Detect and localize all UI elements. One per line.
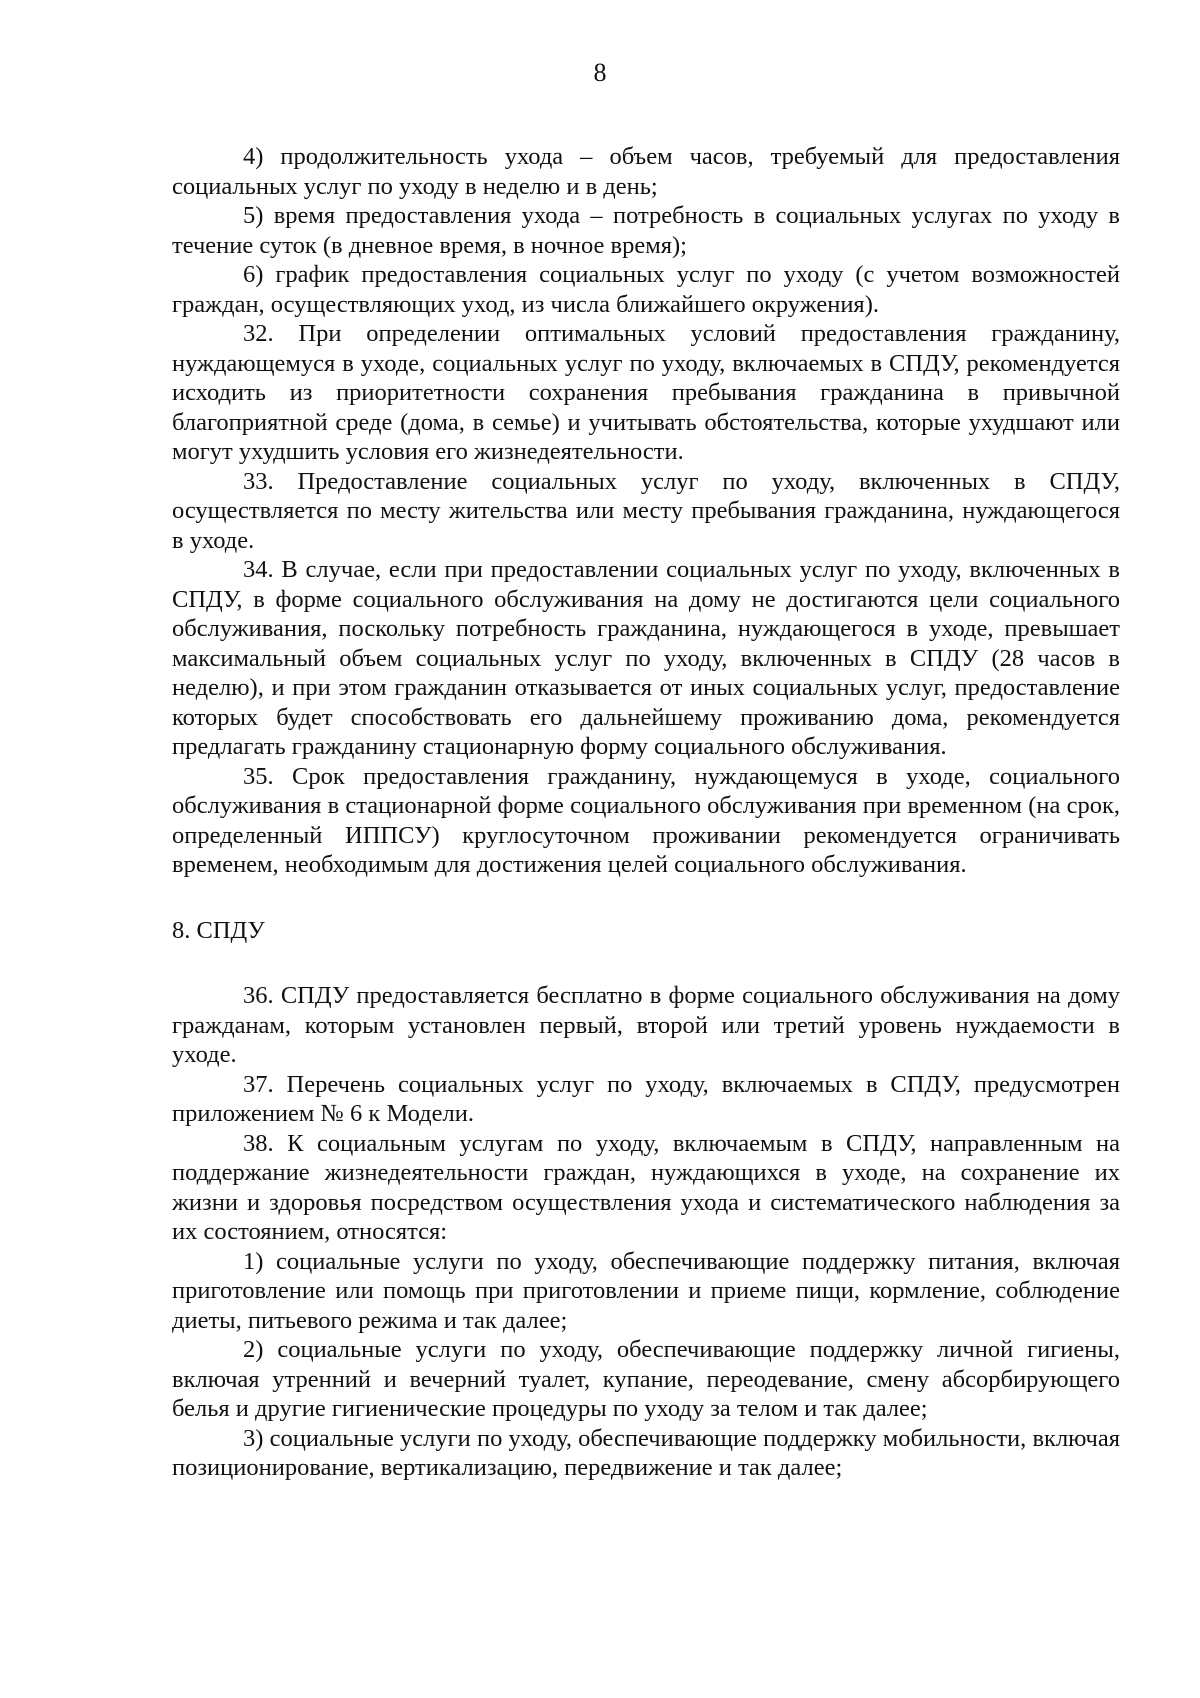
list-item-hygiene: 2) социальные услуги по уходу, обеспечивающие поддержку личной гигиены, включая утренний и вечерний туалет, купание, переодевание, смену абсорбирующего белья и другие гигиенические процедуры по уходу за телом и так далее; xyxy=(172,1336,1120,1422)
clause-36: 36. СПДУ предоставляется бесплатно в форме социального обслуживания на дому гражданам, которым установлен первый, второй или третий уровень нуждаемости в уходе. xyxy=(172,982,1120,1068)
list-item-schedule: 6) график предоставления социальных услуг по уходу (с учетом возможностей граждан, осуществляющих уход, из числа ближайшего окружения). xyxy=(172,261,1120,318)
section-heading: 8. СПДУ xyxy=(172,916,265,944)
list-item-duration: 4) продолжительность ухода – объем часов, требуемый для предоставления социальных услуг по уходу в неделю и в день; xyxy=(172,143,1120,200)
clause-38: 38. К социальным услугам по уходу, включаемым в СПДУ, направленным на поддержание жизнедеятельности граждан, нуждающихся в уходе, на сохранение их жизни и здоровья посредством осуществления ухода и систематического наблюдения за их состоянием, относятся: xyxy=(172,1129,1120,1245)
clause-32: 32. При определении оптимальных условий предоставления гражданину, нуждающемуся в уходе, социальных услуг по уходу, включаемых в СПДУ, рекомендуется исходить из приоритетности сохранения пребывания гражданина в привычной благоприятной среде (дома, в семье) и учитывать обстоятельства, которые ухудшают или могут ухудшить условия его жизнедеятельности. xyxy=(172,320,1120,465)
clause-34: 34. В случае, если при предоставлении социальных услуг по уходу, включенных в СПДУ, в форме социального обслуживания на дому не достигаются цели социального обслуживания, поскольку потребность гражданина, нуждающегося в уходе, превышает максимальный объем социальных услуг по уходу, включенных в СПДУ (28 часов в неделю), и при этом гражданин отказывается от иных социальных услуг, предоставление которых будет способствовать его дальнейшему проживанию дома, рекомендуется предлагать гражданину стационарную форму социального обслуживания. xyxy=(172,556,1120,760)
page-number: 8 xyxy=(593,58,607,87)
list-item-time: 5) время предоставления ухода – потребность в социальных услугах по уходу в течение суток (в дневное время, в ночное время); xyxy=(172,202,1120,259)
list-item-nutrition: 1) социальные услуги по уходу, обеспечивающие поддержку питания, включая приготовление или помощь при приготовлении и приеме пищи, кормление, соблюдение диеты, питьевого режима и так далее; xyxy=(172,1247,1120,1334)
document-body xyxy=(172,142,1120,1483)
clause-37: 37. Перечень социальных услуг по уходу, включаемых в СПДУ, предусмотрен приложением № 6 к Модели. xyxy=(172,1070,1120,1127)
clause-33: 33. Предоставление социальных услуг по уходу, включенных в СПДУ, осуществляется по месту жительства или месту пребывания гражданина, нуждающегося в уходе. xyxy=(172,467,1120,554)
list-item-mobility: 3) социальные услуги по уходу, обеспечивающие поддержку мобильности, включая позиционирование, вертикализацию, передвижение и так далее; xyxy=(172,1424,1120,1481)
clause-35: 35. Срок предоставления гражданину, нуждающемуся в уходе, социального обслуживания в стационарной форме социального обслуживания при временном (на срок, определенный ИППСУ) круглосуточном проживании рекомендуется ограничивать временем, необходимым для достижения целей социального обслуживания. xyxy=(172,762,1120,878)
